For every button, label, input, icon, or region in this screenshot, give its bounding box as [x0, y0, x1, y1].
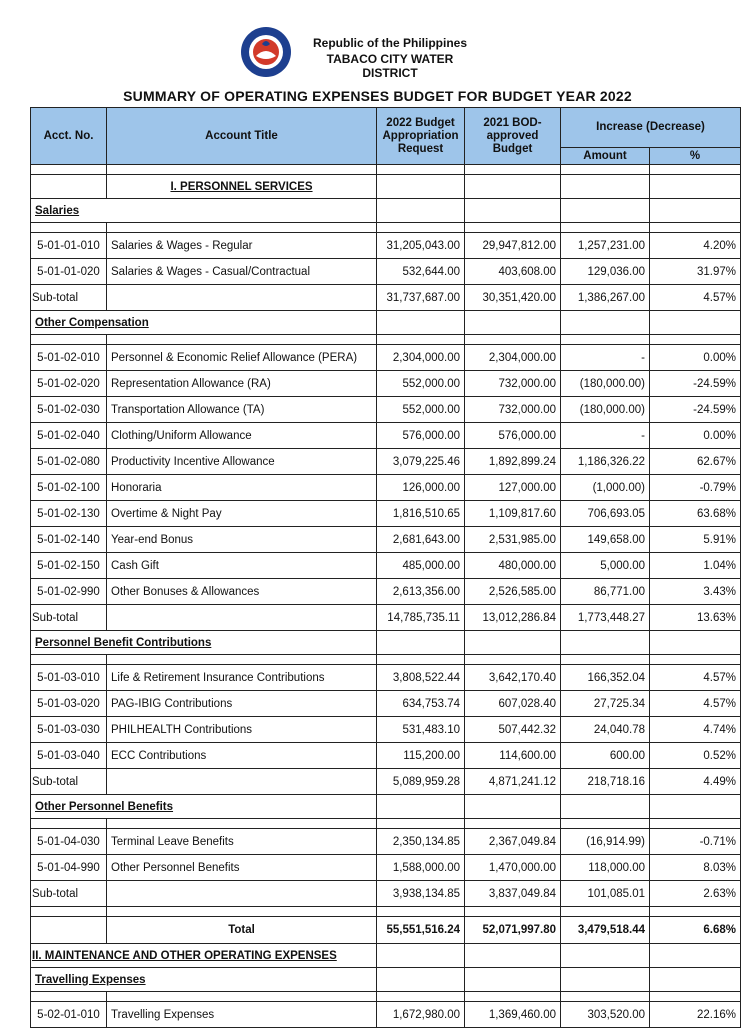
total-bod: 52,071,997.80	[465, 917, 561, 944]
empty-cell	[465, 223, 561, 233]
empty-cell	[561, 175, 650, 199]
increase-pct: 31.97%	[650, 259, 741, 285]
empty-cell	[107, 655, 377, 665]
empty-cell	[561, 311, 650, 335]
empty-cell	[561, 199, 650, 223]
empty-cell	[107, 769, 377, 795]
section-row	[31, 968, 741, 992]
table-header	[31, 108, 741, 165]
table-row	[31, 691, 741, 717]
col-pct: %	[650, 148, 741, 165]
account-title: Terminal Leave Benefits	[107, 829, 377, 855]
increase-amount: (16,914.99)	[561, 829, 650, 855]
subtotal-label: Sub-total	[31, 881, 107, 907]
increase-amount: 1,257,231.00	[561, 233, 650, 259]
subtotal-label: Sub-total	[31, 769, 107, 795]
empty-cell	[377, 631, 465, 655]
empty-cell	[31, 992, 107, 1002]
request-amount: 531,483.10	[377, 717, 465, 743]
account-title: Travelling Expenses	[107, 1002, 377, 1028]
account-title: Life & Retirement Insurance Contributions	[107, 665, 377, 691]
table-body	[31, 165, 741, 1028]
request-amount: 1,816,510.65	[377, 501, 465, 527]
empty-cell	[650, 631, 741, 655]
section-row	[31, 631, 741, 655]
col-2021-bod: 2021 BOD-approved Budget	[465, 108, 561, 165]
empty-cell	[465, 907, 561, 917]
empty-cell	[465, 795, 561, 819]
district-name: TABACO CITY WATER DISTRICT	[326, 52, 454, 80]
acct-code: 5-01-02-030	[31, 397, 107, 423]
bod-amount: 3,642,170.40	[465, 665, 561, 691]
increase-pct: 0.00%	[650, 423, 741, 449]
increase-amount: -	[561, 345, 650, 371]
request-amount: 2,613,356.00	[377, 579, 465, 605]
empty-cell	[650, 223, 741, 233]
bod-amount: 1,892,899.24	[465, 449, 561, 475]
empty-cell	[377, 992, 465, 1002]
empty-cell	[650, 311, 741, 335]
account-title: PHILHEALTH Contributions	[107, 717, 377, 743]
request-amount: 532,644.00	[377, 259, 465, 285]
empty-cell	[377, 175, 465, 199]
acct-code: 5-01-02-140	[31, 527, 107, 553]
increase-amount: 149,658.00	[561, 527, 650, 553]
subtotal-bod: 30,351,420.00	[465, 285, 561, 311]
increase-pct: 5.91%	[650, 527, 741, 553]
empty-cell	[650, 199, 741, 223]
empty-cell	[107, 992, 377, 1002]
subtotal-pct: 2.63%	[650, 881, 741, 907]
increase-pct: -24.59%	[650, 397, 741, 423]
table-row	[31, 475, 741, 501]
spacer-row	[31, 335, 741, 345]
subtotal-increase: 101,085.01	[561, 881, 650, 907]
subtotal-row	[31, 769, 741, 795]
request-amount: 552,000.00	[377, 371, 465, 397]
total-row	[31, 917, 741, 944]
acct-code: 5-01-02-010	[31, 345, 107, 371]
account-title: Transportation Allowance (TA)	[107, 397, 377, 423]
table-row	[31, 397, 741, 423]
table-row	[31, 233, 741, 259]
table-row	[31, 579, 741, 605]
increase-amount: 166,352.04	[561, 665, 650, 691]
empty-cell	[561, 944, 650, 968]
subtotal-request: 31,737,687.00	[377, 285, 465, 311]
acct-code: 5-01-03-040	[31, 743, 107, 769]
empty-cell	[650, 655, 741, 665]
empty-cell	[465, 944, 561, 968]
section-title: I. PERSONNEL SERVICES	[107, 175, 377, 199]
request-amount: 3,808,522.44	[377, 665, 465, 691]
empty-cell	[650, 907, 741, 917]
empty-cell	[377, 223, 465, 233]
table-row	[31, 855, 741, 881]
empty-cell	[465, 175, 561, 199]
increase-amount: 706,693.05	[561, 501, 650, 527]
empty-cell	[107, 335, 377, 345]
empty-cell	[377, 968, 465, 992]
section-title: Personnel Benefit Contributions	[31, 631, 377, 655]
increase-pct: 62.67%	[650, 449, 741, 475]
request-amount: 126,000.00	[377, 475, 465, 501]
empty-cell	[465, 819, 561, 829]
increase-pct: 3.43%	[650, 579, 741, 605]
section-row	[31, 199, 741, 223]
empty-cell	[650, 165, 741, 175]
request-amount: 2,304,000.00	[377, 345, 465, 371]
empty-cell	[650, 968, 741, 992]
empty-cell	[561, 223, 650, 233]
bod-amount: 576,000.00	[465, 423, 561, 449]
budget-table	[30, 107, 741, 1028]
section-row	[31, 175, 741, 199]
table-row	[31, 501, 741, 527]
empty-cell	[561, 631, 650, 655]
increase-amount: 600.00	[561, 743, 650, 769]
acct-code: 5-01-01-010	[31, 233, 107, 259]
bod-amount: 732,000.00	[465, 397, 561, 423]
empty-cell	[561, 992, 650, 1002]
spacer-row	[31, 165, 741, 175]
request-amount: 1,672,980.00	[377, 1002, 465, 1028]
empty-cell	[465, 631, 561, 655]
empty-cell	[377, 655, 465, 665]
empty-cell	[561, 335, 650, 345]
empty-cell	[107, 881, 377, 907]
col-amount: Amount	[561, 148, 650, 165]
empty-cell	[561, 795, 650, 819]
empty-cell	[561, 165, 650, 175]
increase-amount: 24,040.78	[561, 717, 650, 743]
empty-cell	[561, 968, 650, 992]
account-title: Personnel & Economic Relief Allowance (PERA)	[107, 345, 377, 371]
increase-pct: 4.20%	[650, 233, 741, 259]
request-amount: 576,000.00	[377, 423, 465, 449]
account-title: Cash Gift	[107, 553, 377, 579]
col-2022-request: 2022 Budget Appropriation Request	[377, 108, 465, 165]
request-amount: 2,681,643.00	[377, 527, 465, 553]
empty-cell	[650, 175, 741, 199]
bod-amount: 2,304,000.00	[465, 345, 561, 371]
spacer-row	[31, 819, 741, 829]
request-amount: 485,000.00	[377, 553, 465, 579]
section-row	[31, 944, 741, 968]
empty-cell	[31, 223, 107, 233]
spacer-row	[31, 907, 741, 917]
acct-code: 5-01-02-020	[31, 371, 107, 397]
increase-amount: 27,725.34	[561, 691, 650, 717]
acct-code: 5-01-02-150	[31, 553, 107, 579]
acct-code: 5-01-04-990	[31, 855, 107, 881]
subtotal-pct: 4.57%	[650, 285, 741, 311]
increase-pct: 0.00%	[650, 345, 741, 371]
total-pct: 6.68%	[650, 917, 741, 944]
water-district-seal-icon	[240, 26, 292, 78]
increase-pct: 4.57%	[650, 665, 741, 691]
subtotal-bod: 13,012,286.84	[465, 605, 561, 631]
empty-cell	[377, 907, 465, 917]
subtotal-row	[31, 881, 741, 907]
request-amount: 31,205,043.00	[377, 233, 465, 259]
bod-amount: 114,600.00	[465, 743, 561, 769]
section-row	[31, 311, 741, 335]
increase-pct: -0.79%	[650, 475, 741, 501]
empty-cell	[377, 795, 465, 819]
increase-pct: 0.52%	[650, 743, 741, 769]
acct-code: 5-01-03-010	[31, 665, 107, 691]
account-title: Productivity Incentive Allowance	[107, 449, 377, 475]
bod-amount: 127,000.00	[465, 475, 561, 501]
increase-amount: 1,186,326.22	[561, 449, 650, 475]
account-title: Other Personnel Benefits	[107, 855, 377, 881]
empty-cell	[31, 819, 107, 829]
acct-code: 5-01-02-040	[31, 423, 107, 449]
bod-amount: 2,367,049.84	[465, 829, 561, 855]
acct-code: 5-01-02-130	[31, 501, 107, 527]
increase-pct: 8.03%	[650, 855, 741, 881]
bod-amount: 732,000.00	[465, 371, 561, 397]
empty-cell	[31, 335, 107, 345]
bod-amount: 29,947,812.00	[465, 233, 561, 259]
section-title: Salaries	[31, 199, 377, 223]
empty-cell	[107, 907, 377, 917]
section-title: Other Personnel Benefits	[31, 795, 377, 819]
empty-cell	[377, 165, 465, 175]
acct-code: 5-01-01-020	[31, 259, 107, 285]
subtotal-increase: 218,718.16	[561, 769, 650, 795]
col-increase: Increase (Decrease)	[561, 108, 741, 148]
increase-amount: 118,000.00	[561, 855, 650, 881]
bod-amount: 403,608.00	[465, 259, 561, 285]
empty-cell	[650, 992, 741, 1002]
empty-cell	[31, 165, 107, 175]
increase-pct: 4.57%	[650, 691, 741, 717]
subtotal-pct: 13.63%	[650, 605, 741, 631]
empty-cell	[650, 819, 741, 829]
bod-amount: 507,442.32	[465, 717, 561, 743]
request-amount: 552,000.00	[377, 397, 465, 423]
account-title: Representation Allowance (RA)	[107, 371, 377, 397]
section-title: II. MAINTENANCE AND OTHER OPERATING EXPENSES	[31, 944, 377, 968]
table-row	[31, 717, 741, 743]
document-header	[0, 0, 755, 110]
request-amount: 1,588,000.00	[377, 855, 465, 881]
account-title: Year-end Bonus	[107, 527, 377, 553]
empty-cell	[377, 199, 465, 223]
increase-pct: -0.71%	[650, 829, 741, 855]
empty-cell	[107, 165, 377, 175]
table-row	[31, 829, 741, 855]
empty-cell	[107, 605, 377, 631]
col-acct-no: Acct. No.	[31, 108, 107, 165]
increase-pct: 63.68%	[650, 501, 741, 527]
increase-pct: 4.74%	[650, 717, 741, 743]
spacer-row	[31, 655, 741, 665]
increase-amount: 303,520.00	[561, 1002, 650, 1028]
empty-cell	[650, 795, 741, 819]
empty-cell	[377, 311, 465, 335]
spacer-row	[31, 992, 741, 1002]
increase-amount: 129,036.00	[561, 259, 650, 285]
empty-cell	[377, 335, 465, 345]
increase-pct: 22.16%	[650, 1002, 741, 1028]
table-row	[31, 743, 741, 769]
account-title: Clothing/Uniform Allowance	[107, 423, 377, 449]
subtotal-bod: 4,871,241.12	[465, 769, 561, 795]
table-row	[31, 449, 741, 475]
empty-cell	[561, 907, 650, 917]
increase-amount: 5,000.00	[561, 553, 650, 579]
empty-cell	[561, 655, 650, 665]
account-title: Salaries & Wages - Casual/Contractual	[107, 259, 377, 285]
increase-amount: (1,000.00)	[561, 475, 650, 501]
subtotal-label: Sub-total	[31, 285, 107, 311]
account-title: Salaries & Wages - Regular	[107, 233, 377, 259]
account-title: Overtime & Night Pay	[107, 501, 377, 527]
table-row	[31, 553, 741, 579]
empty-cell	[107, 819, 377, 829]
total-request: 55,551,516.24	[377, 917, 465, 944]
increase-amount: -	[561, 423, 650, 449]
subtotal-request: 14,785,735.11	[377, 605, 465, 631]
increase-amount: (180,000.00)	[561, 371, 650, 397]
acct-code: 5-01-02-990	[31, 579, 107, 605]
bod-amount: 2,531,985.00	[465, 527, 561, 553]
empty-cell	[465, 968, 561, 992]
empty-cell	[31, 907, 107, 917]
subtotal-bod: 3,837,049.84	[465, 881, 561, 907]
table-row	[31, 371, 741, 397]
acct-code: 5-02-01-010	[31, 1002, 107, 1028]
table-row	[31, 423, 741, 449]
empty-cell	[31, 917, 107, 944]
table-row	[31, 1002, 741, 1028]
empty-cell	[561, 819, 650, 829]
increase-pct: -24.59%	[650, 371, 741, 397]
spacer-row	[31, 223, 741, 233]
increase-amount: 86,771.00	[561, 579, 650, 605]
table-row	[31, 665, 741, 691]
subtotal-row	[31, 285, 741, 311]
col-account-title: Account Title	[107, 108, 377, 165]
increase-amount: (180,000.00)	[561, 397, 650, 423]
request-amount: 3,079,225.46	[377, 449, 465, 475]
bod-amount: 1,369,460.00	[465, 1002, 561, 1028]
section-row	[31, 795, 741, 819]
table-row	[31, 527, 741, 553]
bod-amount: 480,000.00	[465, 553, 561, 579]
section-title: Travelling Expenses	[31, 968, 377, 992]
subtotal-label: Sub-total	[31, 605, 107, 631]
republic-label: Republic of the Philippines	[312, 36, 467, 50]
account-title: PAG-IBIG Contributions	[107, 691, 377, 717]
empty-cell	[377, 944, 465, 968]
account-title: ECC Contributions	[107, 743, 377, 769]
total-increase: 3,479,518.44	[561, 917, 650, 944]
acct-code: 5-01-02-100	[31, 475, 107, 501]
empty-cell	[465, 335, 561, 345]
subtotal-request: 3,938,134.85	[377, 881, 465, 907]
request-amount: 634,753.74	[377, 691, 465, 717]
increase-pct: 1.04%	[650, 553, 741, 579]
empty-cell	[465, 199, 561, 223]
bod-amount: 1,109,817.60	[465, 501, 561, 527]
empty-cell	[650, 944, 741, 968]
acct-code: 5-01-03-030	[31, 717, 107, 743]
subtotal-request: 5,089,959.28	[377, 769, 465, 795]
empty-cell	[650, 335, 741, 345]
empty-cell	[107, 223, 377, 233]
section-title: Other Compensation	[31, 311, 377, 335]
acct-code: 5-01-04-030	[31, 829, 107, 855]
page-title: SUMMARY OF OPERATING EXPENSES BUDGET FOR BUDGET YEAR 2022	[123, 88, 632, 104]
empty-cell	[107, 285, 377, 311]
empty-cell	[465, 311, 561, 335]
subtotal-increase: 1,773,448.27	[561, 605, 650, 631]
subtotal-pct: 4.49%	[650, 769, 741, 795]
account-title: Other Bonuses & Allowances	[107, 579, 377, 605]
table-row	[31, 259, 741, 285]
table-row	[31, 345, 741, 371]
total-label: Total	[107, 917, 377, 944]
empty-cell	[31, 655, 107, 665]
subtotal-increase: 1,386,267.00	[561, 285, 650, 311]
request-amount: 2,350,134.85	[377, 829, 465, 855]
bod-amount: 607,028.40	[465, 691, 561, 717]
empty-cell	[465, 655, 561, 665]
request-amount: 115,200.00	[377, 743, 465, 769]
acct-code: 5-01-03-020	[31, 691, 107, 717]
acct-code: 5-01-02-080	[31, 449, 107, 475]
bod-amount: 2,526,585.00	[465, 579, 561, 605]
bod-amount: 1,470,000.00	[465, 855, 561, 881]
empty-cell	[465, 165, 561, 175]
empty-cell	[377, 819, 465, 829]
subtotal-row	[31, 605, 741, 631]
account-title: Honoraria	[107, 475, 377, 501]
empty-cell	[465, 992, 561, 1002]
empty-cell	[31, 175, 107, 199]
